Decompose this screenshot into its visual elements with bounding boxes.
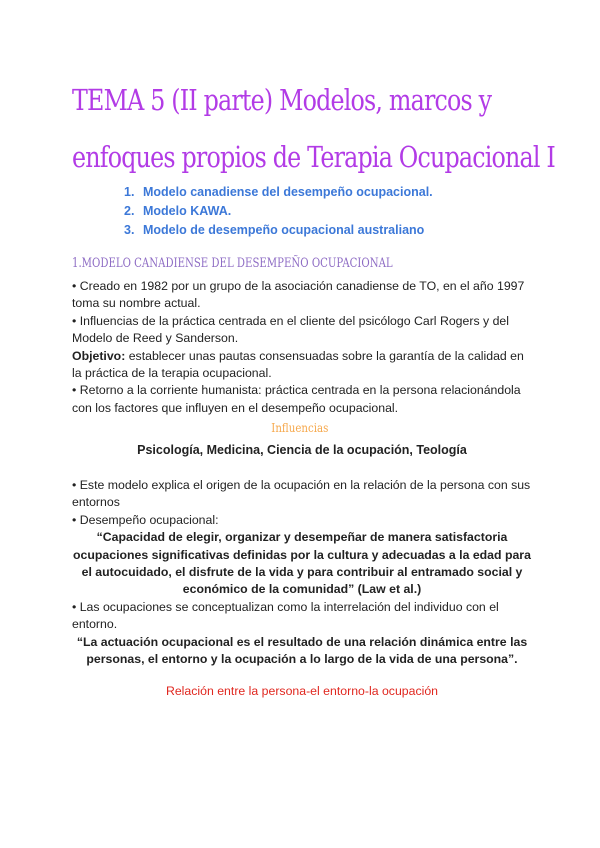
bullet-desempeno: • Desempeño ocupacional:: [72, 512, 219, 527]
page-title-line-1: TEMA 5 (II parte) Modelos, marcos y: [72, 83, 492, 117]
toc-item: 2. Modelo KAWA.: [124, 204, 232, 218]
toc-item: 1. Modelo canadiense del desempeño ocupacional.: [124, 185, 433, 199]
bullet-influencias: • Influencias de la práctica centrada en el cliente del psicólogo Carl Rogers y del Modelo de Reed y Sanderson.: [72, 313, 509, 346]
intro-bullets: [72, 278, 532, 417]
model-bullets: [72, 477, 532, 668]
bullet-explica: • Este modelo explica el origen de la ocupación en la relación de la persona con sus entornos: [72, 478, 531, 510]
quote-actuacion: “La actuación ocupacional es el resultado de una relación dinámica entre las personas, el entorno y la ocupación a lo largo de la vida de una persona”.: [76, 634, 528, 667]
bullet-ocupaciones: • Las ocupaciones se conceptualizan como la interrelación del individuo con el entorno.: [72, 599, 499, 632]
toc-item: 3. Modelo de desempeño ocupacional australiano: [124, 223, 425, 237]
bullet-objetivo: Objetivo: establecer unas pautas consensuadas sobre la garantía de la calidad en la práctica de la terapia ocupacional.: [72, 348, 524, 381]
page-title: [72, 72, 555, 186]
table-of-contents: [124, 183, 433, 240]
disciplines-line: Psicología, Medicina, Ciencia de la ocupación, Teología: [137, 443, 467, 457]
page-title-line-2: enfoques propios de Terapia Ocupacional I: [72, 140, 555, 174]
influencias-heading: Influencias: [271, 420, 329, 435]
quote-desempeno: “Capacidad de elegir, organizar y desempeñar de manera satisfactoria ocupaciones significativas definidas por la cultura y adecuadas a la edad para el autocuidado, el disfrute de la vida y para contribuir al entramado social y económico de la comunidad” (Law et al.): [73, 530, 531, 597]
section-heading: 1.MODELO CANADIENSE DEL DESEMPEÑO OCUPACIONAL: [72, 256, 393, 271]
relation-line: Relación entre la persona-el entorno-la ocupación: [165, 684, 439, 698]
bullet-retorno: • Retorno a la corriente humanista: práctica centrada en la persona relacionándola con los factores que influyen en el desempeño ocupacional.: [72, 383, 521, 415]
bullet-creado: • Creado en 1982 por un grupo de la asociación canadiense de TO, en el año 1997 toma su nombre actual.: [72, 279, 525, 311]
